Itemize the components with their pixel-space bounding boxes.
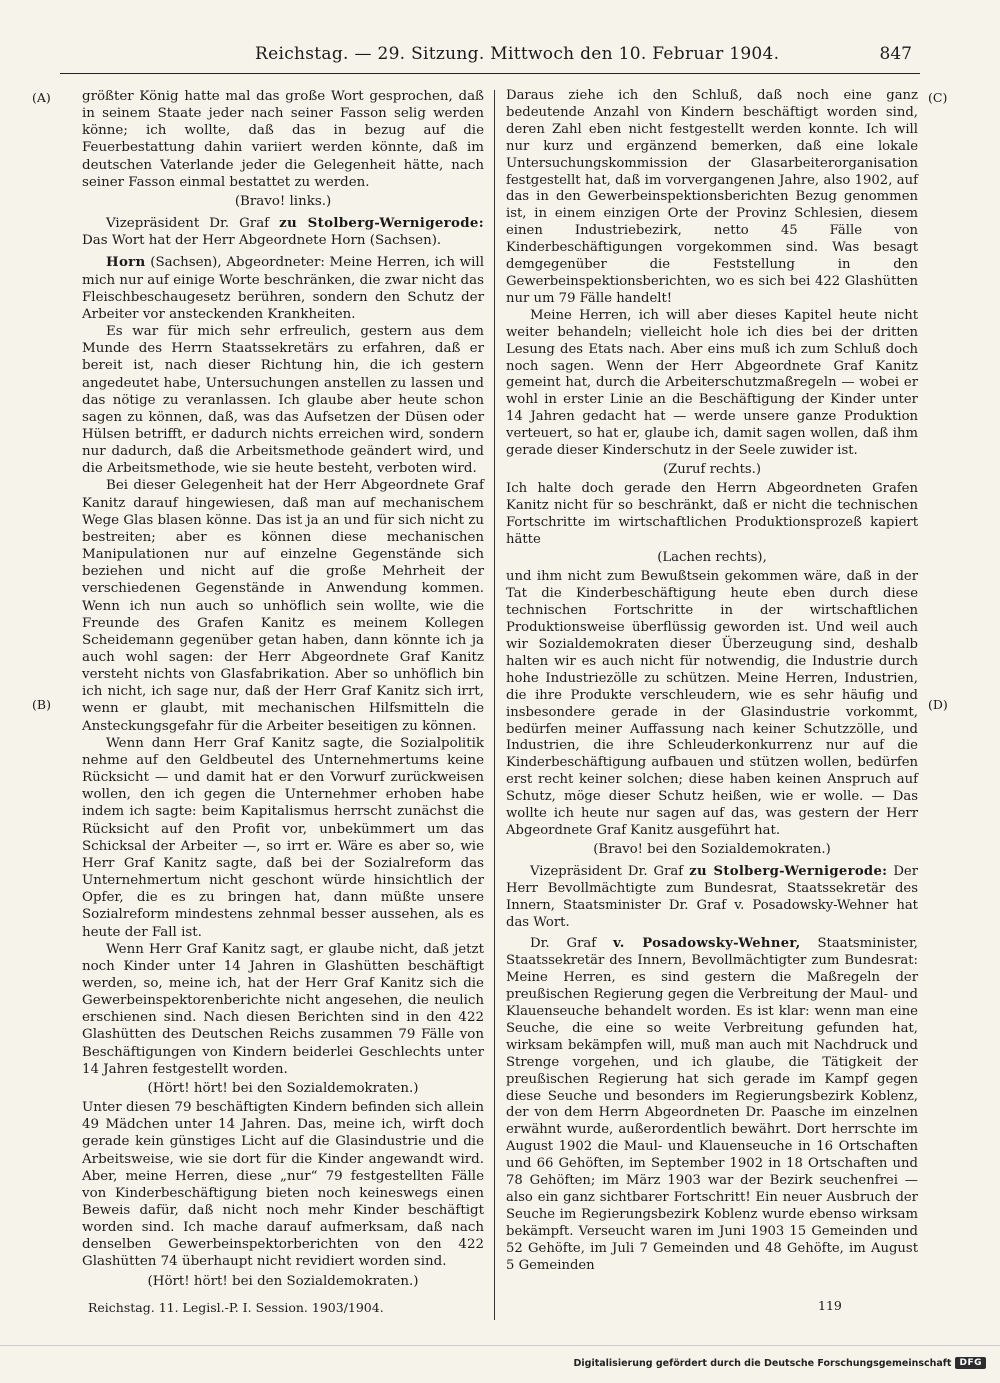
- right-interjection-3: (Bravo! bei den Sozialdemokraten.): [593, 841, 831, 857]
- right-column: [506, 88, 918, 1275]
- speaker-name: Horn: [106, 254, 146, 271]
- speech-text: Staatsminister, Staatssekretär des Innern, Bevollmächtigter zum Bundesrat: Meine Herren, es sind gestern die Maßregeln der preußischen Regierung gegen die Verbreitung der Maul- und Klauenseuche behandelt worden. Es ist klar: wenn man eine Seuche, die eine so weite Verbreitung gefunden hat, wirksam bekämpfen will, muß man auch mit Nachdruck und Strenge vorgehen, und ich glaube, die Tätigkeit der preußischen Regierung hat sich gerade im Kampf gegen diese Seuche und besonders im Regierungsbezirk Koblenz, der von dem Herrn Abgeordneten Dr. Paasche im einzelnen erwähnt wurde, außerordentlich bewährt. Dort herrschte im August 1902 die Maul- und Klauenseuche in 16 Ortschaften und 66 Gehöften, im September 1902 in 18 Ortschaften und 78 Gehöften; im März 1903 war der Bezirk seuchenfrei — also ein ganz sichtbarer Fortschritt! Ein neuer Ausbruch der Seuche im Regierungsbezirk Koblenz wurde ebenso wirksam bekämpft. Verseucht waren im Juni 1903 15 Gemeinden und 52 Gehöfte, im Juli 7 Gemeinden und 48 Gehöfte, im August 5 Gemeinden: [506, 936, 919, 1273]
- left-interjection-2: (Hört! hört! bei den Sozialdemokraten.): [147, 1080, 419, 1096]
- column-divider: [494, 90, 495, 1320]
- left-horn-speech: [82, 254, 484, 323]
- footer-signature: 119: [818, 1298, 842, 1313]
- page-header: [60, 44, 920, 74]
- left-paragraph-2: Es war für mich sehr erfreulich, gestern aus dem Munde des Herrn Staatssekretärs zu erfahren, daß er bereit ist, nach dieser Richtung hin, die ich gestern angedeutet habe, Untersuchungen anstellen zu lassen und das nötige zu veranlassen. Ich glaube aber heute schon sagen zu können, daß, was das Aufsetzen der Düsen oder Hülsen betrifft, er dadurch nichts erreichen wird, sondern nur dadurch, daß die Arbeitsmethode geändert wird, und die Arbeitsmethode, wie sie heute besteht, verboten wird.: [82, 324, 484, 477]
- speech-text: (Sachsen), Abgeordneter: Meine Herren, ich will mich nur auf einige Worte beschränken, die zwar nicht das Fleischbeschaugesetz berühren, sondern den Schutz der Arbeiter vor ansteckenden Krankheiten.: [82, 255, 484, 322]
- right-interjection-1: (Zuruf rechts.): [662, 461, 762, 477]
- speaker-prefix: Vizepräsident Dr. Graf: [106, 216, 280, 232]
- speech-text: Das Wort hat der Herr Abgeordnete Horn (Sachsen).: [82, 233, 442, 249]
- margin-mark-b: (B): [32, 697, 51, 712]
- speech-text: Der Herr Bevollmächtigte zum Bundesrat, Staatssekretär des Innern, Staatsminister Dr. Graf v. Posadowsky-Wehner hat das Wort.: [506, 863, 919, 930]
- right-paragraph-4: und ihm nicht zum Bewußtsein gekommen wäre, daß in der Tat die Kinderbeschäftigung heute eben durch diese technischen Fortschritte in der wirtschaftlichen Produktionsweise überflüssig geworden ist. Und weil auch wir Sozialdemokraten dieser Überzeugung sind, deshalb halten wir es auch nicht für notwendig, die Industrie durch hohe Industriezölle zu schützen. Meine Herren, Industrien, die ihre Produkte verschleudern, wie es sehr häufig und insbesondere gerade in der Glasindustrie vorkommt, bedürfen meiner Auffassung nach keiner Schutzzölle, und Industrien, die ihre Schleuderkonkurrenz nur auf die Kinderbeschäftigung aufbauen und stützen wollen, bedürfen erst recht keiner solchen; diese haben keinen Anspruch auf Schutz, möge dieser Schutz heißen, wie er wolle. — Das wollte ich heute nur sagen auf das, was gestern der Herr Abgeordnete Graf Kanitz ausgeführt hat.: [506, 569, 918, 838]
- page-number: 847: [879, 44, 912, 64]
- speaker-prefix: Vizepräsident Dr. Graf: [530, 863, 690, 879]
- left-paragraph-5: Wenn Herr Graf Kanitz sagt, er glaube nicht, daß jetzt noch Kinder unter 14 Jahren in Glashütten beschäftigt werden, so, meine ich, hat der Herr Graf Kanitz sich die Gewerbeinspektorenberichte nicht angesehen, die neulich erschienen sind. Nach diesen Berichten sind in den 422 Glashütten des Deutschen Reichs zusammen 79 Fälle von Beschäftigungen von Kindern beiderlei Geschlechts unter 14 Jahren festgestellt worden.: [82, 941, 484, 1077]
- left-vizepraesident-speech: [82, 215, 484, 249]
- digitization-text: Digitalisierung gefördert durch die Deutsche Forschungsgemeinschaft: [573, 1357, 952, 1369]
- speaker-name: zu Stolberg-Wernigerode:: [689, 863, 888, 879]
- right-paragraph-1: Daraus ziehe ich den Schluß, daß noch eine ganz bedeutende Anzahl von Kindern beschäftigt worden sind, deren Zahl eben nicht festgestellt werden konnte. Ich will nur kurz und ergänzend bemerken, daß eine lokale Untersuchungskommission der Glasarbeiterorganisation festgestellt hat, daß im vorvergangenen Jahre, also 1902, auf das in den Gewerbeinspektionsberichten Bezug genommen ist, in einem einzigen Orte der Provinz Schlesien, diesem einen Industriebezirk, netto 45 Fälle von Kinderbeschäftigungen vorgekommen sind. Was besagt demgegenüber die Feststellung in den Gewerbeinspektionsberichten, wo es sich bei 422 Glashütten nur um 79 Fälle handelt!: [506, 88, 918, 306]
- margin-mark-d: (D): [928, 697, 948, 712]
- right-vizepraesident-speech: [506, 864, 918, 932]
- speaker-name: v. Posadowsky-Wehner,: [613, 936, 801, 952]
- left-column: [82, 88, 484, 1292]
- right-posadowsky-speech: [506, 936, 918, 1274]
- left-paragraph-1: größter König hatte mal das große Wort gesprochen, daß in seinem Staate jeder nach seiner Fasson selig werden könne; ich wollte, daß das in bezug auf die Feuerbestattung dahin variiert werden könnte, daß im deutschen Vaterlande jeder die Gelegenheit hätte, nach seiner Fasson einmal bestattet zu werden.: [82, 89, 484, 190]
- digitization-credit: [574, 1357, 987, 1369]
- speaker-prefix: Dr. Graf: [530, 936, 614, 952]
- speaker-name: zu Stolberg-Wernigerode:: [279, 215, 484, 232]
- left-interjection-3: (Hört! hört! bei den Sozialdemokraten.): [147, 1273, 419, 1289]
- footer-session-info: Reichstag. 11. Legisl.-P. I. Session. 1903/1904.: [88, 1300, 384, 1315]
- left-paragraph-3: Bei dieser Gelegenheit hat der Herr Abgeordnete Graf Kanitz darauf hingewiesen, daß man auf mechanischem Wege Glas blasen könne. Das ist ja an und für sich nicht zu bestreiten; aber es können diese mechanischen Manipulationen nur auf einzelne Gegenstände sich beziehen und nicht auf die große Mehrheit der verschiedenen Gegenstände in Anwendung kommen. Wenn ich nun auch so unhöflich sein wollte, wie die Freunde des Grafen Kanitz es meinem Kollegen Scheidemann gegenüber getan haben, dann könnte ich ja auch wohl sagen: der Herr Abgeordnete Graf Kanitz versteht nichts von Glasfabrikation. Aber so unhöflich bin ich nicht, ich sage nur, daß der Herr Graf Kanitz sich irrt, wenn er glaubt, mit mechanischen Hilfsmitteln die Ansteckungsgefahr für die Arbeiter beseitigen zu können.: [82, 478, 484, 734]
- right-paragraph-2: Meine Herren, ich will aber dieses Kapitel heute nicht weiter behandeln; vielleicht hole ich dies bei der dritten Lesung des Etats nach. Aber eins muß ich zum Schluß doch noch sagen. Wenn der Herr Abgeordnete Graf Kanitz gemeint hat, durch die Arbeiterschutzmaßregeln — wobei er wohl in erster Linie an die Beschäftigung der Kinder unter 14 Jahren gedacht hat — werde unsere ganze Produktion verteuert, so hat er, glaube ich, damit sagen wollen, daß ihm gerade dieser Kinderschutz in der Seele zuwider ist.: [506, 307, 918, 459]
- header-title: Reichstag. — 29. Sitzung. Mittwoch den 10. Februar 1904.: [255, 44, 780, 64]
- left-interjection-1: (Bravo! links.): [234, 193, 332, 209]
- dfg-logo-icon: DFG: [955, 1357, 986, 1369]
- right-interjection-2: (Lachen rechts),: [657, 550, 767, 566]
- margin-mark-c: (C): [928, 90, 948, 105]
- margin-mark-a: (A): [32, 90, 51, 105]
- left-paragraph-4: Wenn dann Herr Graf Kanitz sagte, die Sozialpolitik nehme auf den Geldbeutel des Unternehmertums keine Rücksicht — und damit hat er den Vorwurf zurückweisen wollen, den ich gegen die Unternehmer erhoben habe indem ich sagte: beim Kapitalismus herrscht zunächst die Rücksicht auf den Profit vor, unbekümmert um das Schicksal der Arbeiter —, so irrt er. Wäre es aber so, wie Herr Graf Kanitz sagte, daß bei der Sozialreform das Unternehmertum nicht geschont würde hinsichtlich der Opfer, die es zu bringen hat, dann müßte unsere Sozialreform mindestens zehnmal besser aussehen, als es heute der Fall ist.: [82, 735, 484, 940]
- footer-rule: [0, 1345, 1000, 1346]
- left-paragraph-6: Unter diesen 79 beschäftigten Kindern befinden sich allein 49 Mädchen unter 14 Jahren. Das, meine ich, wirft doch gerade kein günstiges Licht auf die Glasindustrie und die Arbeitsweise, wie sie dort für die Kinder angewandt wird. Aber, meine Herren, diese „nur“ 79 festgestellten Fälle von Kinderbeschäftigung bieten noch keineswegs einen Beweis dafür, daß nicht noch mehr Kinder beschäftigt worden sind. Ich mache darauf aufmerksam, daß nach denselben Gewerbeinspektorberichten von den 422 Glashütten 74 überhaupt nicht revidiert worden sind.: [82, 1100, 484, 1270]
- right-paragraph-3: Ich halte doch gerade den Herrn Abgeordneten Grafen Kanitz nicht für so beschränkt, daß er nicht die technischen Fortschritte im wirtschaftlichen Produktionsprozeß kapiert hätte: [506, 480, 918, 547]
